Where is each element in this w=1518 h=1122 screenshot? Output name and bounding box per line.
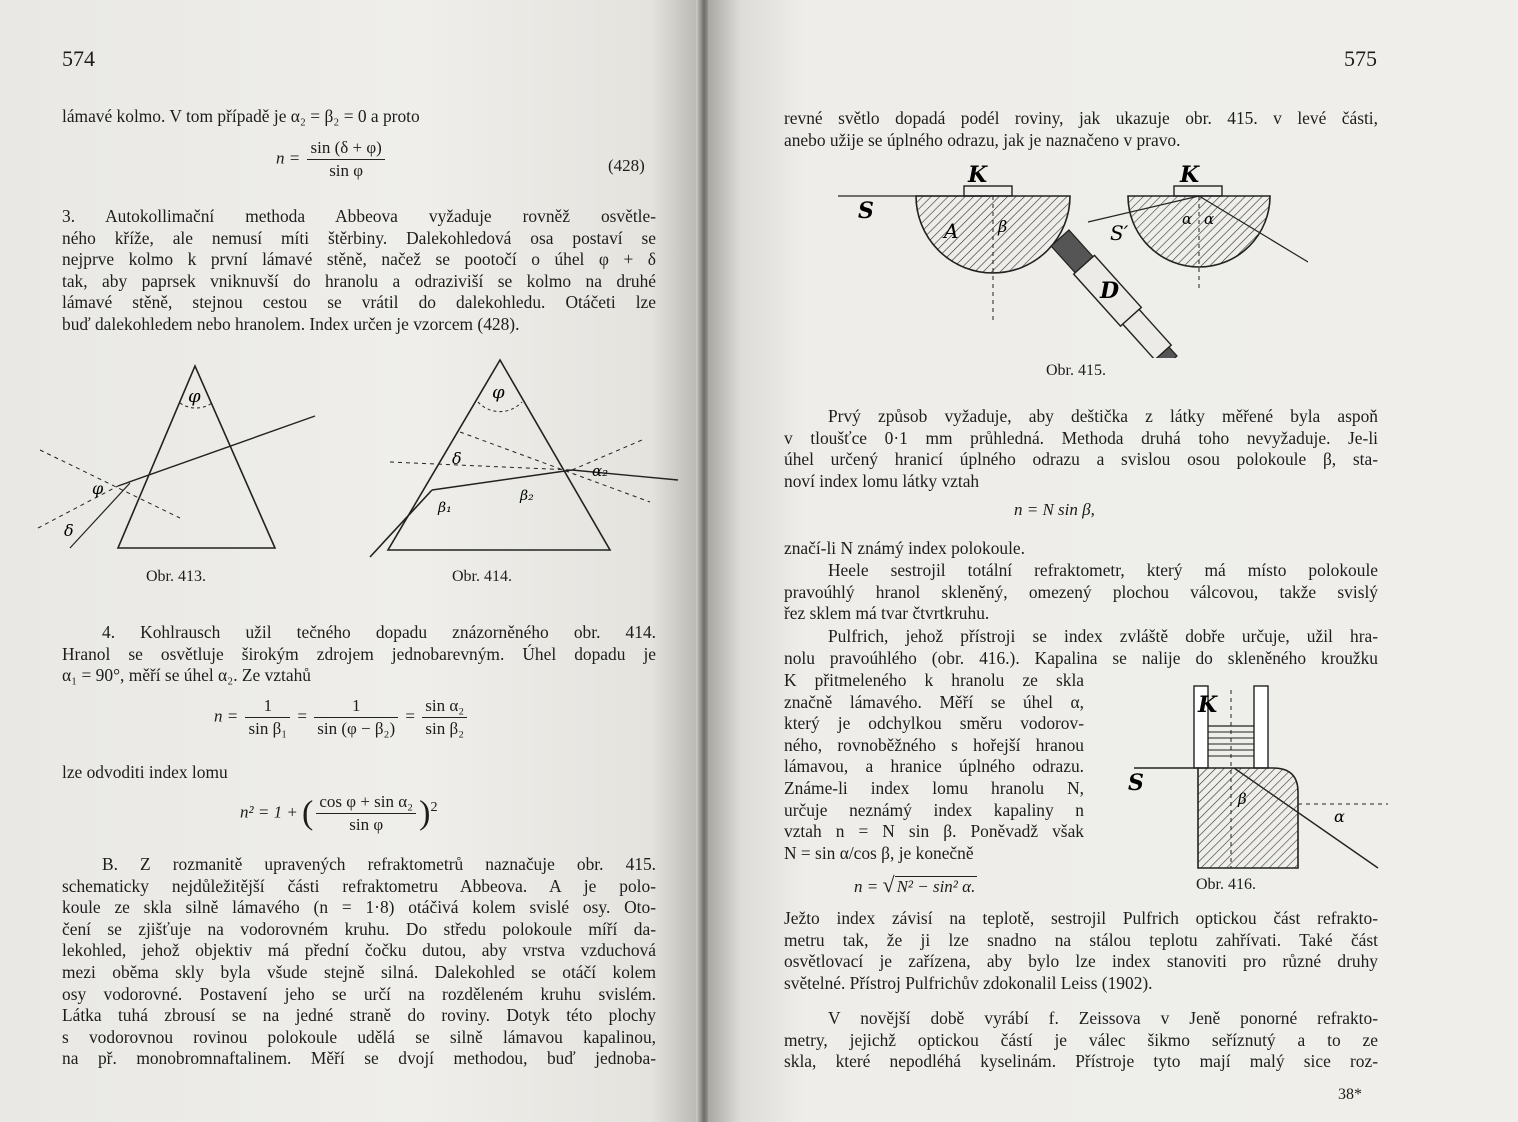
text-line: čení se zjišťuje na vodorovném kruhu. Do středu polokoule míří da- (62, 918, 656, 939)
label-beta1-414: β₁ (438, 500, 452, 516)
paragraph-top (784, 108, 1378, 151)
text-line: světelné. Přístroj Pulfrichův zdokonalil Leiss (1902). (784, 972, 1153, 993)
ray-413-dashed (40, 450, 180, 518)
ray-414-exit (572, 470, 678, 480)
text-line: určuje neznámý index kapaliny n (784, 799, 1084, 820)
ray-413-main (118, 416, 315, 486)
signature-mark: 38* (1338, 1086, 1362, 1103)
text-line: vztah n = N sin β. Poněvadž však (784, 821, 1084, 842)
label-S-416: S (1128, 770, 1144, 796)
caption-fig-414: Obr. 414. (452, 568, 512, 585)
eq-denominator: sin β₁ (248, 719, 288, 738)
figure-414-diagram (360, 352, 680, 562)
eq-fraction (245, 696, 290, 739)
text-line: 4. Kohlrausch užil tečného dopadu znázorněného obr. 414. (102, 622, 656, 642)
text-line: s vodorovnou rovinou polokoule udělá se silně lámavou kapalinou, (62, 1026, 656, 1047)
ray-413-incident (38, 486, 118, 528)
label-beta-415: β (998, 217, 1008, 236)
text-line: N = sin α/cos β, je konečně (784, 842, 974, 863)
text-line: Ježto index závisí na teplotě, sestrojil Pulfrich optickou část refrakto- (784, 908, 1378, 928)
text-line: lámavé stěně, stejnou cestou se vrátil do dalekohledu. Otáčeti lze (62, 292, 656, 313)
eq-fraction (307, 138, 384, 181)
paragraph-heele (784, 560, 1378, 625)
eq-lhs: n² = 1 + (240, 802, 298, 822)
text-line: Pulfrich, jehož přístroji se index zvláště dobře určuje, užil hra- (828, 626, 1378, 646)
text-line: Látka tuhá zbrousí se na jedné straně do roviny. Dotyk této plochy (62, 1005, 656, 1026)
label-delta-413: δ (64, 521, 74, 540)
text-line: anebo užije se úplného odrazu, jak je naznačeno v pravo. (784, 129, 1181, 150)
ray-414-incident (370, 490, 432, 557)
eq-numerator: 1 (245, 696, 290, 718)
text-line: lámavou, a hranice úplného odrazu. (784, 756, 1084, 777)
label-delta-414: δ (452, 449, 462, 468)
label-A-415: A (944, 219, 959, 243)
page-number-right: 575 (1344, 46, 1377, 71)
text-line: Hranol se osvětluje širokým zdrojem jednobarevným. Úhel dopadu je (62, 643, 656, 664)
equation-sqrt: n = √ N² − sin² α. (854, 872, 976, 897)
text-line: noví index lomu látky vztah (784, 470, 980, 491)
text-line: α₁ = 90°, měří se úhel α₂. Ze vztahů (62, 665, 311, 686)
text-line: revné světlo dopadá podél roviny, jak ukazuje obr. 415. v levé části, (784, 108, 1378, 128)
text-line: buď dalekohledem nebo hranolem. Index určen je vzorcem (428). (62, 313, 520, 334)
derive-line: lze odvoditi index lomu (62, 762, 228, 782)
normal-414-a (460, 432, 650, 502)
eq-numerator: 1 (314, 696, 398, 718)
line-naci: značí-li N známý index polokoule. (784, 538, 1025, 558)
text-line: metru tak, že ji lze snadno na stálou teplotu zahřívati. Také část (784, 929, 1378, 950)
text-line: V novější době vyrábí f. Zeissova v Jeně ponorné refrakto- (828, 1008, 1378, 1028)
eq-lhs: n = (214, 706, 239, 726)
caption-fig-416: Obr. 416. (1196, 876, 1256, 893)
label-Sprime-415: S′ (1110, 221, 1129, 245)
text-line: na př. monobromnaftalinem. Měří se dvojí methodou, buď jednoba- (62, 1048, 656, 1069)
ray-414-inside (432, 470, 572, 490)
label-phi-small-413: φ (92, 479, 104, 498)
eq-exponent: 2 (430, 798, 438, 815)
equation-tag-428: (428) (608, 156, 645, 175)
ring-wall-right (1254, 686, 1268, 768)
eq-denominator: sin β₂ (425, 719, 465, 738)
text-line: ného, rovnoběžného s hořejší hranou (784, 734, 1084, 755)
eq-fraction (316, 792, 416, 835)
eq-radicand: N² − sin² α. (896, 877, 976, 896)
label-D-415: D (1100, 278, 1120, 304)
text-line: lekohled, jehož objektiv má přední čočku dutou, aby vrstva vzduchová (62, 940, 656, 961)
label-alpha-415-a: α (1182, 210, 1193, 228)
eq-fraction (422, 696, 467, 739)
paragraph-pulfrich-narrow (784, 670, 1084, 864)
caption-fig-415: Obr. 415. (1046, 362, 1106, 379)
label-beta2-414: β₂ (520, 488, 534, 504)
eq-lhs: n = (276, 148, 301, 168)
eq-numerator: cos φ + sin α₂ (316, 792, 416, 814)
label-alpha-416: α (1334, 807, 1345, 826)
eq-denominator: sin φ (349, 815, 384, 834)
intro-line: lámavé kolmo. V tom případě je α₂ = β₂ = 0 a proto (62, 106, 420, 126)
paragraph-3 (62, 206, 656, 336)
text-line: metry, jejichž optickou částí je válec šikmo seříznutý a to ze (784, 1029, 1378, 1050)
text-line: značně lámavého. Měří se úhel α, (784, 691, 1084, 712)
text-line: schematicky nejdůležitější části refraktometru Abbeova. A je polo- (62, 875, 656, 896)
label-phi-414: φ (492, 382, 505, 403)
text-line: Známe-li index lomu hranolu N, (784, 777, 1084, 798)
right-page (708, 0, 1518, 1122)
paragraph-prvy (784, 406, 1378, 492)
text-line: tak, aby paprsek vniknuvší do hranolu a odraziviší se kolmo na druhé (62, 270, 656, 291)
label-phi-413: φ (188, 386, 201, 407)
text-line: K přitmeleného k hranolu ze skla (784, 670, 1084, 690)
angle-arc-414 (478, 402, 522, 412)
figure-413-diagram (30, 358, 330, 558)
label-beta-416: β (1238, 790, 1247, 808)
equation-n-N-sin-beta: n = N sin β, (1014, 500, 1095, 519)
equation-kohlrausch: n = $\frac{1}{\text{sin β₁}}$ = $\frac{1}{\text{sin (φ − β₂)}}$ = $\frac{\text{sin α₂}}{\text{sin β₂}}$ (214, 696, 470, 739)
paragraph-last (784, 1008, 1378, 1073)
label-alpha-415-b: α (1204, 210, 1215, 228)
text-line: skla, které nepodléhá kyselinám. Přístroje tyto mají malý sice roz- (784, 1051, 1378, 1072)
text-line: osvětlovací je zařízena, aby bylo lze index stanoviti pro různé druhy (784, 951, 1378, 972)
text-line: pravoúhlý hranol skleněný, omezený plochou válcovou, takže svislý (784, 581, 1378, 602)
eq-numerator: sin (δ + φ) (307, 138, 384, 160)
text-line: koule ze skla silně lámavého (n = 1·8) otáčivá kolem svislé osy. Oto- (62, 897, 656, 918)
figure-416-diagram (1098, 682, 1388, 872)
label-K-415-right: K (1180, 162, 1200, 188)
paragraph-pulfrich (784, 626, 1378, 669)
eq-denominator: sin (φ − β₂) (317, 719, 396, 738)
page-number-left: 574 (62, 46, 95, 71)
eq-lhs: n = (854, 877, 879, 896)
eq-fraction (314, 696, 398, 739)
text-line: ného kříže, ale nemusí míti štěrbiny. Dalekohledová osa postaví se (62, 227, 656, 248)
label-K-416: K (1198, 692, 1218, 718)
text-line: který je odchylkou směru vodorov- (784, 713, 1084, 734)
left-page (0, 0, 700, 1122)
equation-428 (276, 138, 388, 181)
eq-denominator: sin φ (329, 161, 364, 180)
caption-fig-413: Obr. 413. (146, 568, 206, 585)
text-line: nolu pravoúhlého (obr. 416.). Kapalina se nalije do skleněného kroužku (784, 647, 1378, 668)
text-line: osy vodorovné. Postavení jeho se určí na rozděleném kruhu svislém. (62, 983, 656, 1004)
text-line: B. Z rozmanitě upravených refraktometrů naznačuje obr. 415. (102, 854, 656, 874)
paragraph-end (784, 908, 1378, 994)
label-K-415-left: K (968, 162, 988, 188)
paragraph-B (62, 854, 656, 1070)
paragraph-4 (62, 622, 656, 687)
label-S-415: S (858, 198, 874, 224)
equation-n-squared: n² = 1 + ( $\frac{\text{cos φ + sin α₂}}{\text{sin φ}}$ )$^2$ (240, 792, 438, 834)
text-line: Heele sestrojil totální refraktometr, který má místo polokoule (828, 560, 1378, 580)
text-line: nejprve kolmo k první lámavé stěně, načež se pootočí o úhel φ + δ (62, 249, 656, 270)
figure-415-diagram (838, 162, 1308, 358)
text-line: 3. Autokollimační methoda Abbeova vyžaduje rovněž osvětle- (62, 206, 656, 226)
text-line: mezi oběma skly byla všude stejně silná. Dalekohled se otáčí kolem (62, 961, 656, 982)
label-alpha2-414: α₂ (592, 462, 609, 480)
text-line: řez sklem má tvar čtvrtkruhu. (784, 603, 990, 624)
prism-416 (1198, 768, 1298, 868)
text-line: v tloušťce 0·1 mm průhledná. Methoda druhá toho nevyžaduje. Je-li (784, 427, 1378, 448)
text-line: úhel určený hranicí úplného odrazu a svislou osou polokoule β, sta- (784, 449, 1378, 470)
eq-numerator: sin α₂ (422, 696, 467, 718)
text-line: Prvý způsob vyžaduje, aby deštička z látky měřené byla aspoň (828, 406, 1378, 426)
